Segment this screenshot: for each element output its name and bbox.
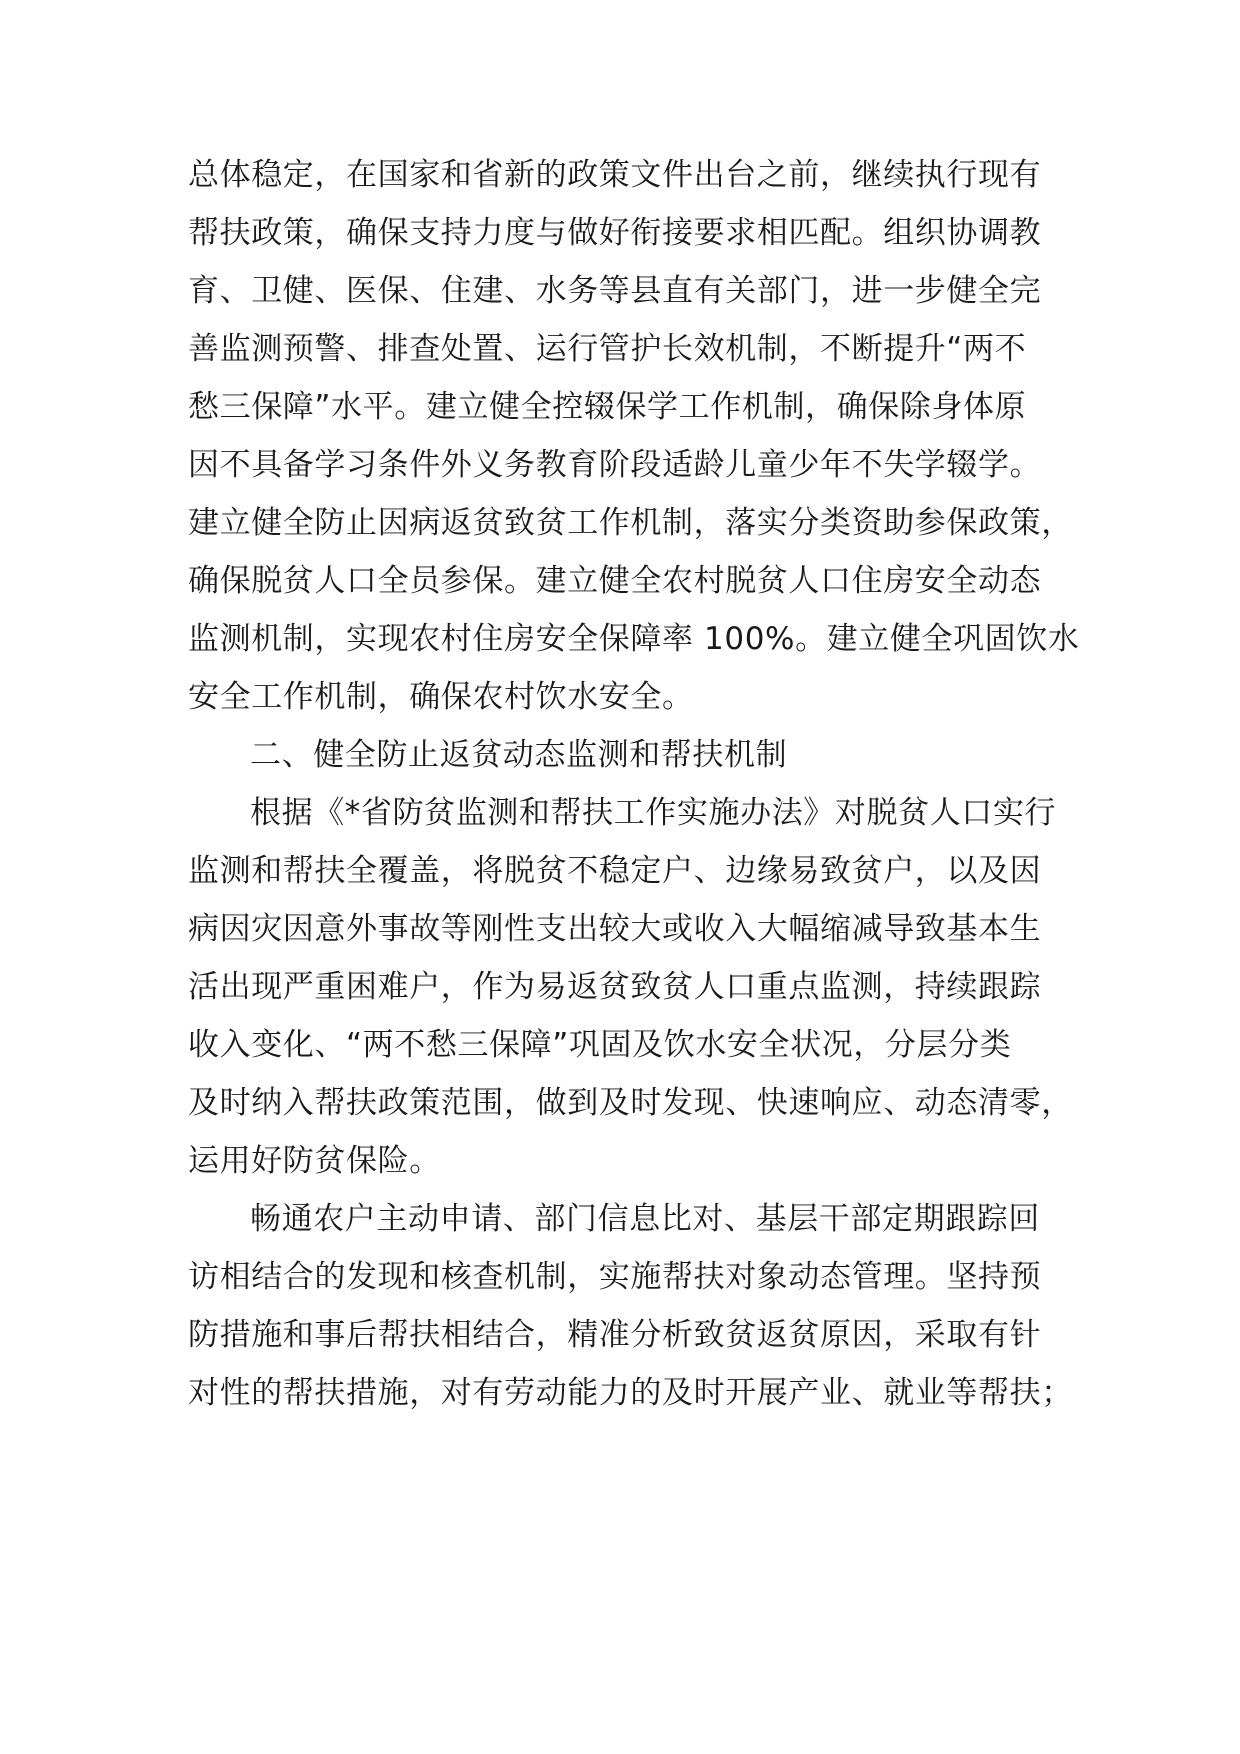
text-line: 总体稳定，在国家和省新的政策文件出台之前，继续执行现有 <box>188 157 1042 193</box>
text-line: 因不具备学习条件外义务教育阶段适龄儿童少年不失学辍学。 <box>188 447 1042 483</box>
text-line: 育、卫健、医保、住建、水务等县直有关部门，进一步健全完 <box>188 273 1042 309</box>
text-line: 确保脱贫人口全员参保。建立健全农村脱贫人口住房安全动态 <box>188 563 1042 599</box>
text-line: 及时纳入帮扶政策范围，做到及时发现、快速响应、动态清零， <box>188 1085 1073 1121</box>
text-line: 根据《*省防贫监测和帮扶工作实施办法》对脱贫人口实行 <box>250 795 1057 831</box>
text-line: 安全工作机制，确保农村饮水安全。 <box>188 679 694 715</box>
text-line: 收入变化、“两不愁三保障”巩固及饮水安全状况，分层分类 <box>188 1027 1012 1063</box>
text-line: 愁三保障”水平。建立健全控辍保学工作机制，确保除身体原 <box>188 389 1027 425</box>
text-line: 建立健全防止因病返贫致贫工作机制，落实分类资助参保政策， <box>188 505 1073 541</box>
text-line: 帮扶政策，确保支持力度与做好衔接要求相匹配。组织协调教 <box>188 215 1042 251</box>
text-line: 畅通农户主动申请、部门信息比对、基层干部定期跟踪回 <box>250 1201 1040 1237</box>
section-heading: 二、健全防止返贫动态监测和帮扶机制 <box>250 737 788 773</box>
text-line: 防措施和事后帮扶相结合，精准分析致贫返贫原因，采取有针 <box>188 1317 1042 1353</box>
text-line: 监测机制，实现农村住房安全保障率 100%。建立健全巩固饮水 <box>188 621 1080 657</box>
text-line: 对性的帮扶措施，对有劳动能力的及时开展产业、就业等帮扶； <box>188 1375 1073 1411</box>
text-line: 运用好防贫保险。 <box>188 1143 441 1179</box>
text-line: 监测和帮扶全覆盖，将脱贫不稳定户、边缘易致贫户，以及因 <box>188 853 1042 889</box>
text-line: 访相结合的发现和核查机制，实施帮扶对象动态管理。坚持预 <box>188 1259 1042 1295</box>
text-line: 病因灾因意外事故等刚性支出较大或收入大幅缩减导致基本生 <box>188 911 1042 947</box>
text-line: 活出现严重困难户，作为易返贫致贫人口重点监测，持续跟踪 <box>188 969 1042 1005</box>
text-line: 善监测预警、排查处置、运行管护长效机制，不断提升“两不 <box>188 331 1027 367</box>
